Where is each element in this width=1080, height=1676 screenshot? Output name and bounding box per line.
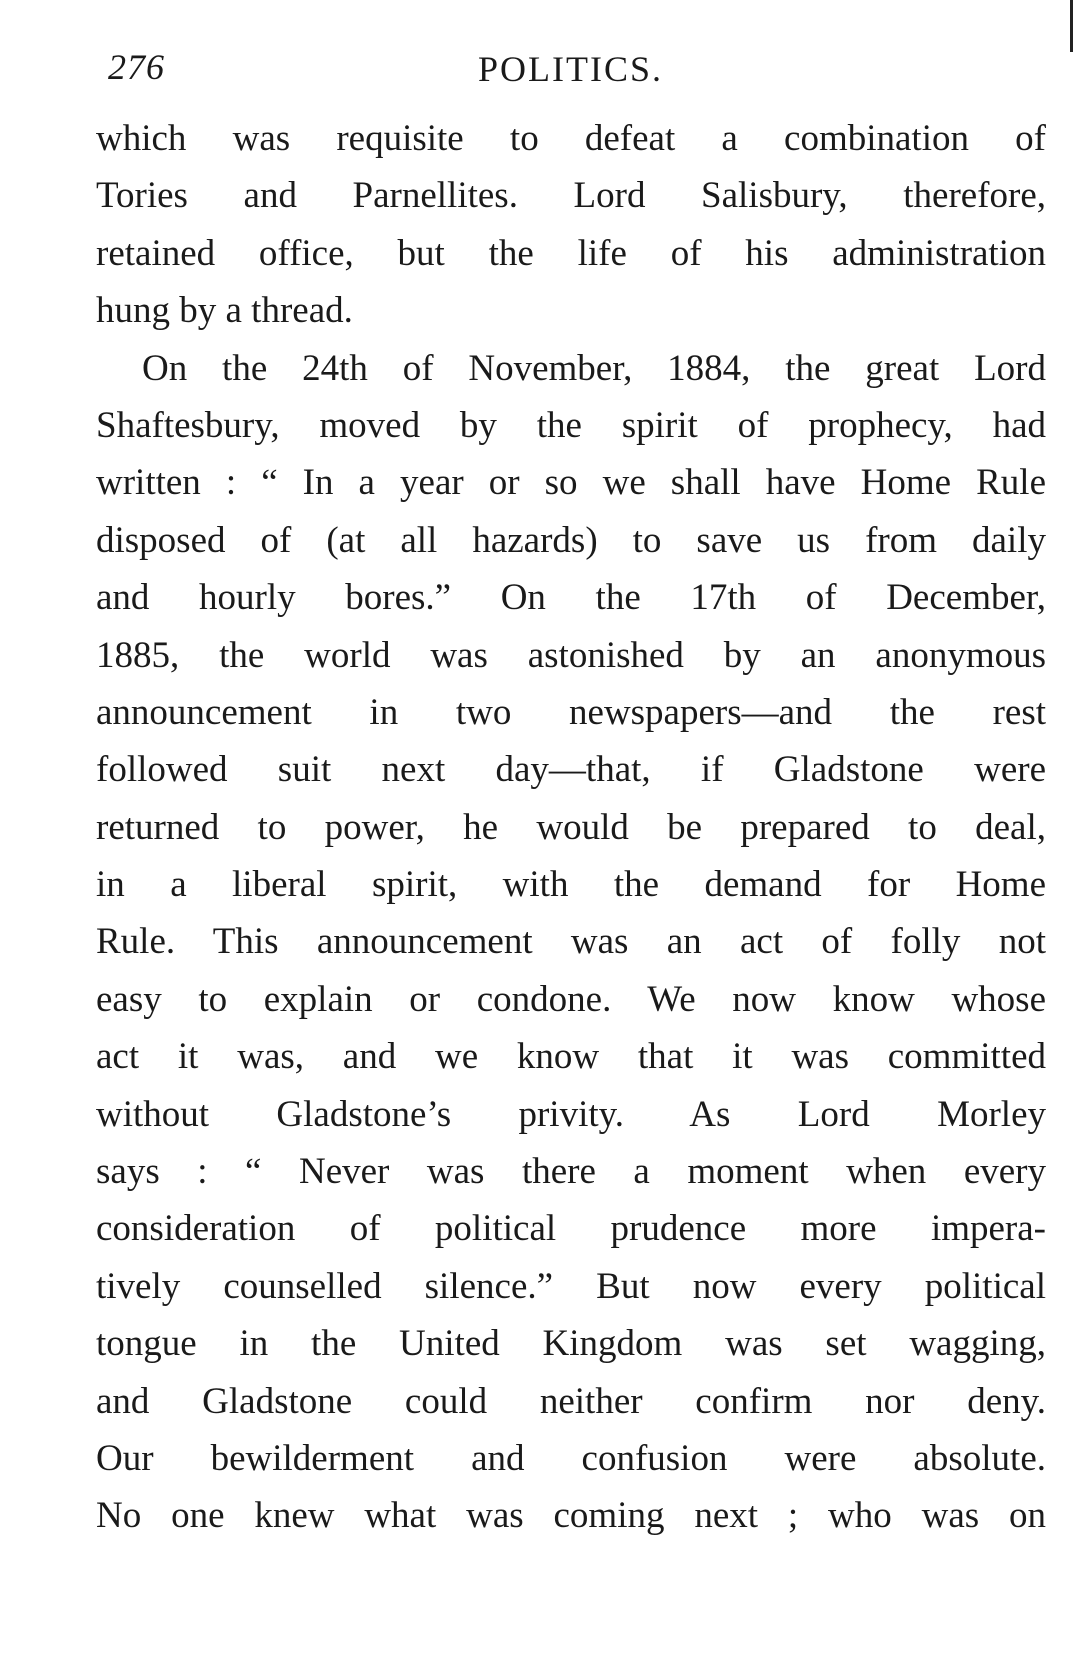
text-line: Shaftesbury, moved by the spirit of prophecy, had xyxy=(96,404,1046,446)
text-line: retained office, but the life of his administration xyxy=(96,232,1046,274)
text-line: announcement in two newspapers—and the rest xyxy=(96,691,1046,733)
text-line: and Gladstone could neither confirm nor deny. xyxy=(96,1380,1046,1422)
text-line: in a liberal spirit, with the demand for Home xyxy=(96,864,1046,906)
text-line: returned to power, he would be prepared to deal, xyxy=(96,806,1046,848)
page-number: 276 xyxy=(108,47,165,87)
text-line: 1885, the world was astonished by an anonymous xyxy=(96,634,1046,676)
running-head xyxy=(108,42,1028,98)
text-line: written : “ In a year or so we shall have Home Rule xyxy=(96,462,1046,504)
text-line: tively counselled silence.” But now every political xyxy=(96,1265,1046,1307)
text-line: followed suit next day—that, if Gladstone were xyxy=(96,749,1046,791)
text-line: Tories and Parnellites. Lord Salisbury, therefore, xyxy=(96,175,1046,217)
text-line: easy to explain or condone. We now know whose xyxy=(96,978,1046,1020)
text-line: says : “ Never was there a moment when every xyxy=(96,1151,1046,1193)
paragraph-start-line: On the 24th of November, 1884, the great Lord xyxy=(142,347,1046,389)
text-line: Rule. This announcement was an act of folly not xyxy=(96,921,1046,963)
text-line: without Gladstone’s privity. As Lord Morley xyxy=(96,1093,1046,1135)
text-line: which was requisite to defeat a combination of xyxy=(96,118,1046,159)
text-line: Our bewilderment and confusion were absolute. xyxy=(96,1437,1046,1479)
running-title: POLITICS. xyxy=(478,49,664,89)
page-edge-mark xyxy=(1070,0,1073,52)
text-line: tongue in the United Kingdom was set wagging, xyxy=(96,1323,1046,1365)
text-line: consideration of political prudence more impera- xyxy=(96,1208,1046,1250)
text-line: hung by a thread. xyxy=(96,290,353,332)
text-line: and hourly bores.” On the 17th of December, xyxy=(96,577,1046,619)
text-line: act it was, and we know that it was committed xyxy=(96,1036,1046,1078)
text-line: disposed of (at all hazards) to save us from daily xyxy=(96,519,1046,561)
text-line: No one knew what was coming next ; who was on xyxy=(96,1495,1046,1537)
body-text xyxy=(96,110,1046,1545)
